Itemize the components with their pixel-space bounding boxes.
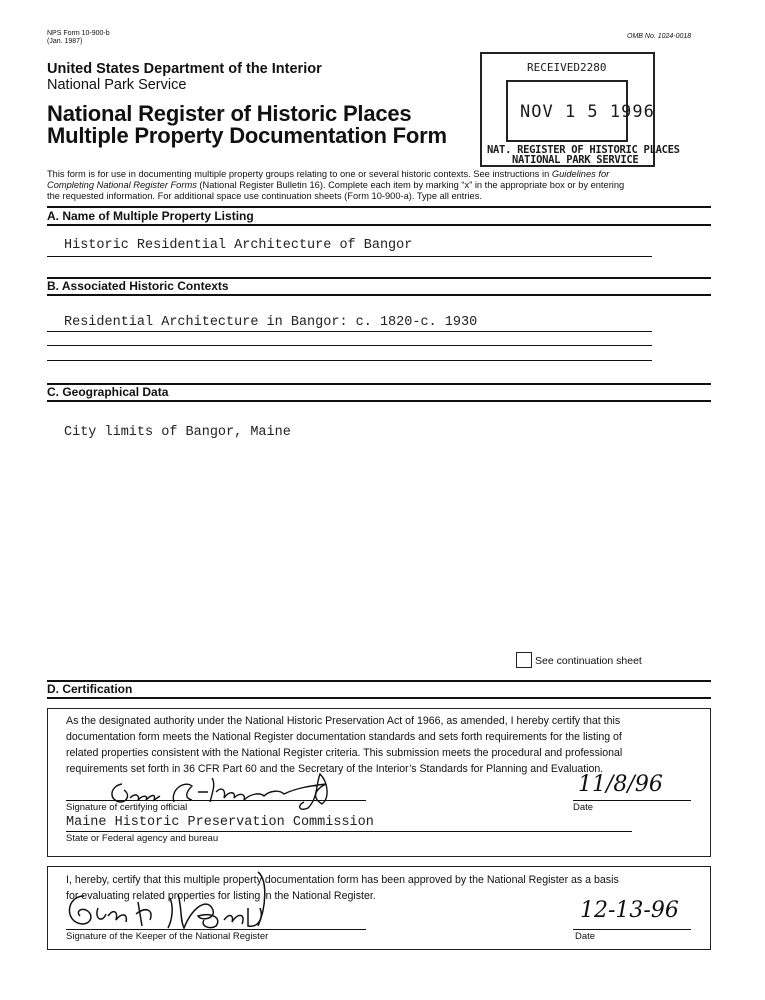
- state-agency-label: State or Federal agency and bureau: [66, 833, 219, 844]
- certification-line3: related properties consistent with the National Register criteria. This submission meets the procedural and professional: [66, 747, 623, 759]
- signature-line: [66, 800, 366, 801]
- stamp-received-label: RECEIVED: [527, 61, 580, 74]
- form-date: (Jan. 1987): [47, 38, 83, 45]
- intro-line2: Completing National Register Forms (National Register Bulletin 16). Complete each item by marking “x” in the appropriate box or by entering: [47, 180, 625, 190]
- intro-line3: the requested information. For additional space use continuation sheets (Form 10-900-a). Type all entries.: [47, 191, 482, 201]
- entry-line: [47, 345, 652, 346]
- agency-line: [66, 831, 632, 832]
- keeper-signature-label: Signature of the Keeper of the National Register: [66, 931, 269, 942]
- keeper-signature: [62, 868, 332, 934]
- historic-context-value: Residential Architecture in Bangor: c. 1820-c. 1930: [64, 315, 478, 330]
- entry-line: [47, 256, 652, 257]
- section-a-heading: A. Name of Multiple Property Listing: [47, 209, 254, 223]
- keeper-date-line: [573, 929, 691, 930]
- keeper-date-label: Date: [575, 931, 596, 942]
- divider: [47, 400, 711, 402]
- intro-line1: This form is for use in documenting multiple property groups relating to one or several historic contexts. See instructions in Guidelines for: [47, 169, 610, 179]
- continuation-checkbox[interactable]: [516, 652, 532, 668]
- omb-number: OMB No. 1024-0018: [627, 33, 692, 40]
- entry-line: [47, 331, 652, 332]
- section-c-heading: C. Geographical Data: [47, 385, 169, 399]
- geographical-data-value: City limits of Bangor, Maine: [64, 425, 291, 440]
- entry-line: [47, 360, 652, 361]
- stamp-date: NOV 1 5 1996: [520, 102, 655, 122]
- continuation-label: See continuation sheet: [535, 655, 642, 667]
- form-title-line2: Multiple Property Documentation Form: [47, 123, 447, 148]
- form-number: NPS Form 10-900-b: [47, 30, 110, 37]
- agency-name: National Park Service: [47, 77, 187, 93]
- keeper-signature-line: [66, 929, 366, 930]
- keeper-line1: I, hereby, certify that this multiple property documentation form has been approved by the National Register as a basis: [66, 874, 619, 886]
- signature-label: Signature of certifying official: [66, 802, 188, 813]
- form-title-line1: National Register of Historic Places: [47, 101, 412, 126]
- date-label: Date: [573, 802, 594, 813]
- divider: [47, 697, 711, 699]
- section-b-heading: B. Associated Historic Contexts: [47, 279, 229, 293]
- divider: [47, 224, 711, 226]
- property-listing-name: Historic Residential Architecture of Bangor: [64, 238, 413, 253]
- certification-date-value: 11/8/96: [578, 772, 663, 797]
- state-agency-value: Maine Historic Preservation Commission: [66, 815, 374, 830]
- keeper-date-value: 12-13-96: [580, 898, 679, 923]
- keeper-line2: for evaluating related properties for listing in the National Register.: [66, 890, 376, 902]
- date-line: [573, 800, 691, 801]
- section-d-heading: D. Certification: [47, 682, 133, 696]
- certification-line4: requirements set forth in 36 CFR Part 60 and the Secretary of the Interior’s Standards for Planning and Evaluation.: [66, 763, 604, 775]
- stamp-number: 2280: [580, 61, 607, 74]
- divider: [47, 206, 711, 208]
- divider: [47, 680, 711, 682]
- certification-line1: As the designated authority under the National Historic Preservation Act of 1966, as amended, I hereby certify that this: [66, 715, 621, 727]
- stamp-line1: NAT. REGISTER OF HISTORIC PLACES: [487, 144, 680, 156]
- stamp-line2: NATIONAL PARK SERVICE: [512, 154, 639, 166]
- department-name: United States Department of the Interior: [47, 61, 322, 77]
- divider: [47, 294, 711, 296]
- certification-line2: documentation form meets the National Register documentation standards and sets forth requirements for the listing of: [66, 731, 622, 743]
